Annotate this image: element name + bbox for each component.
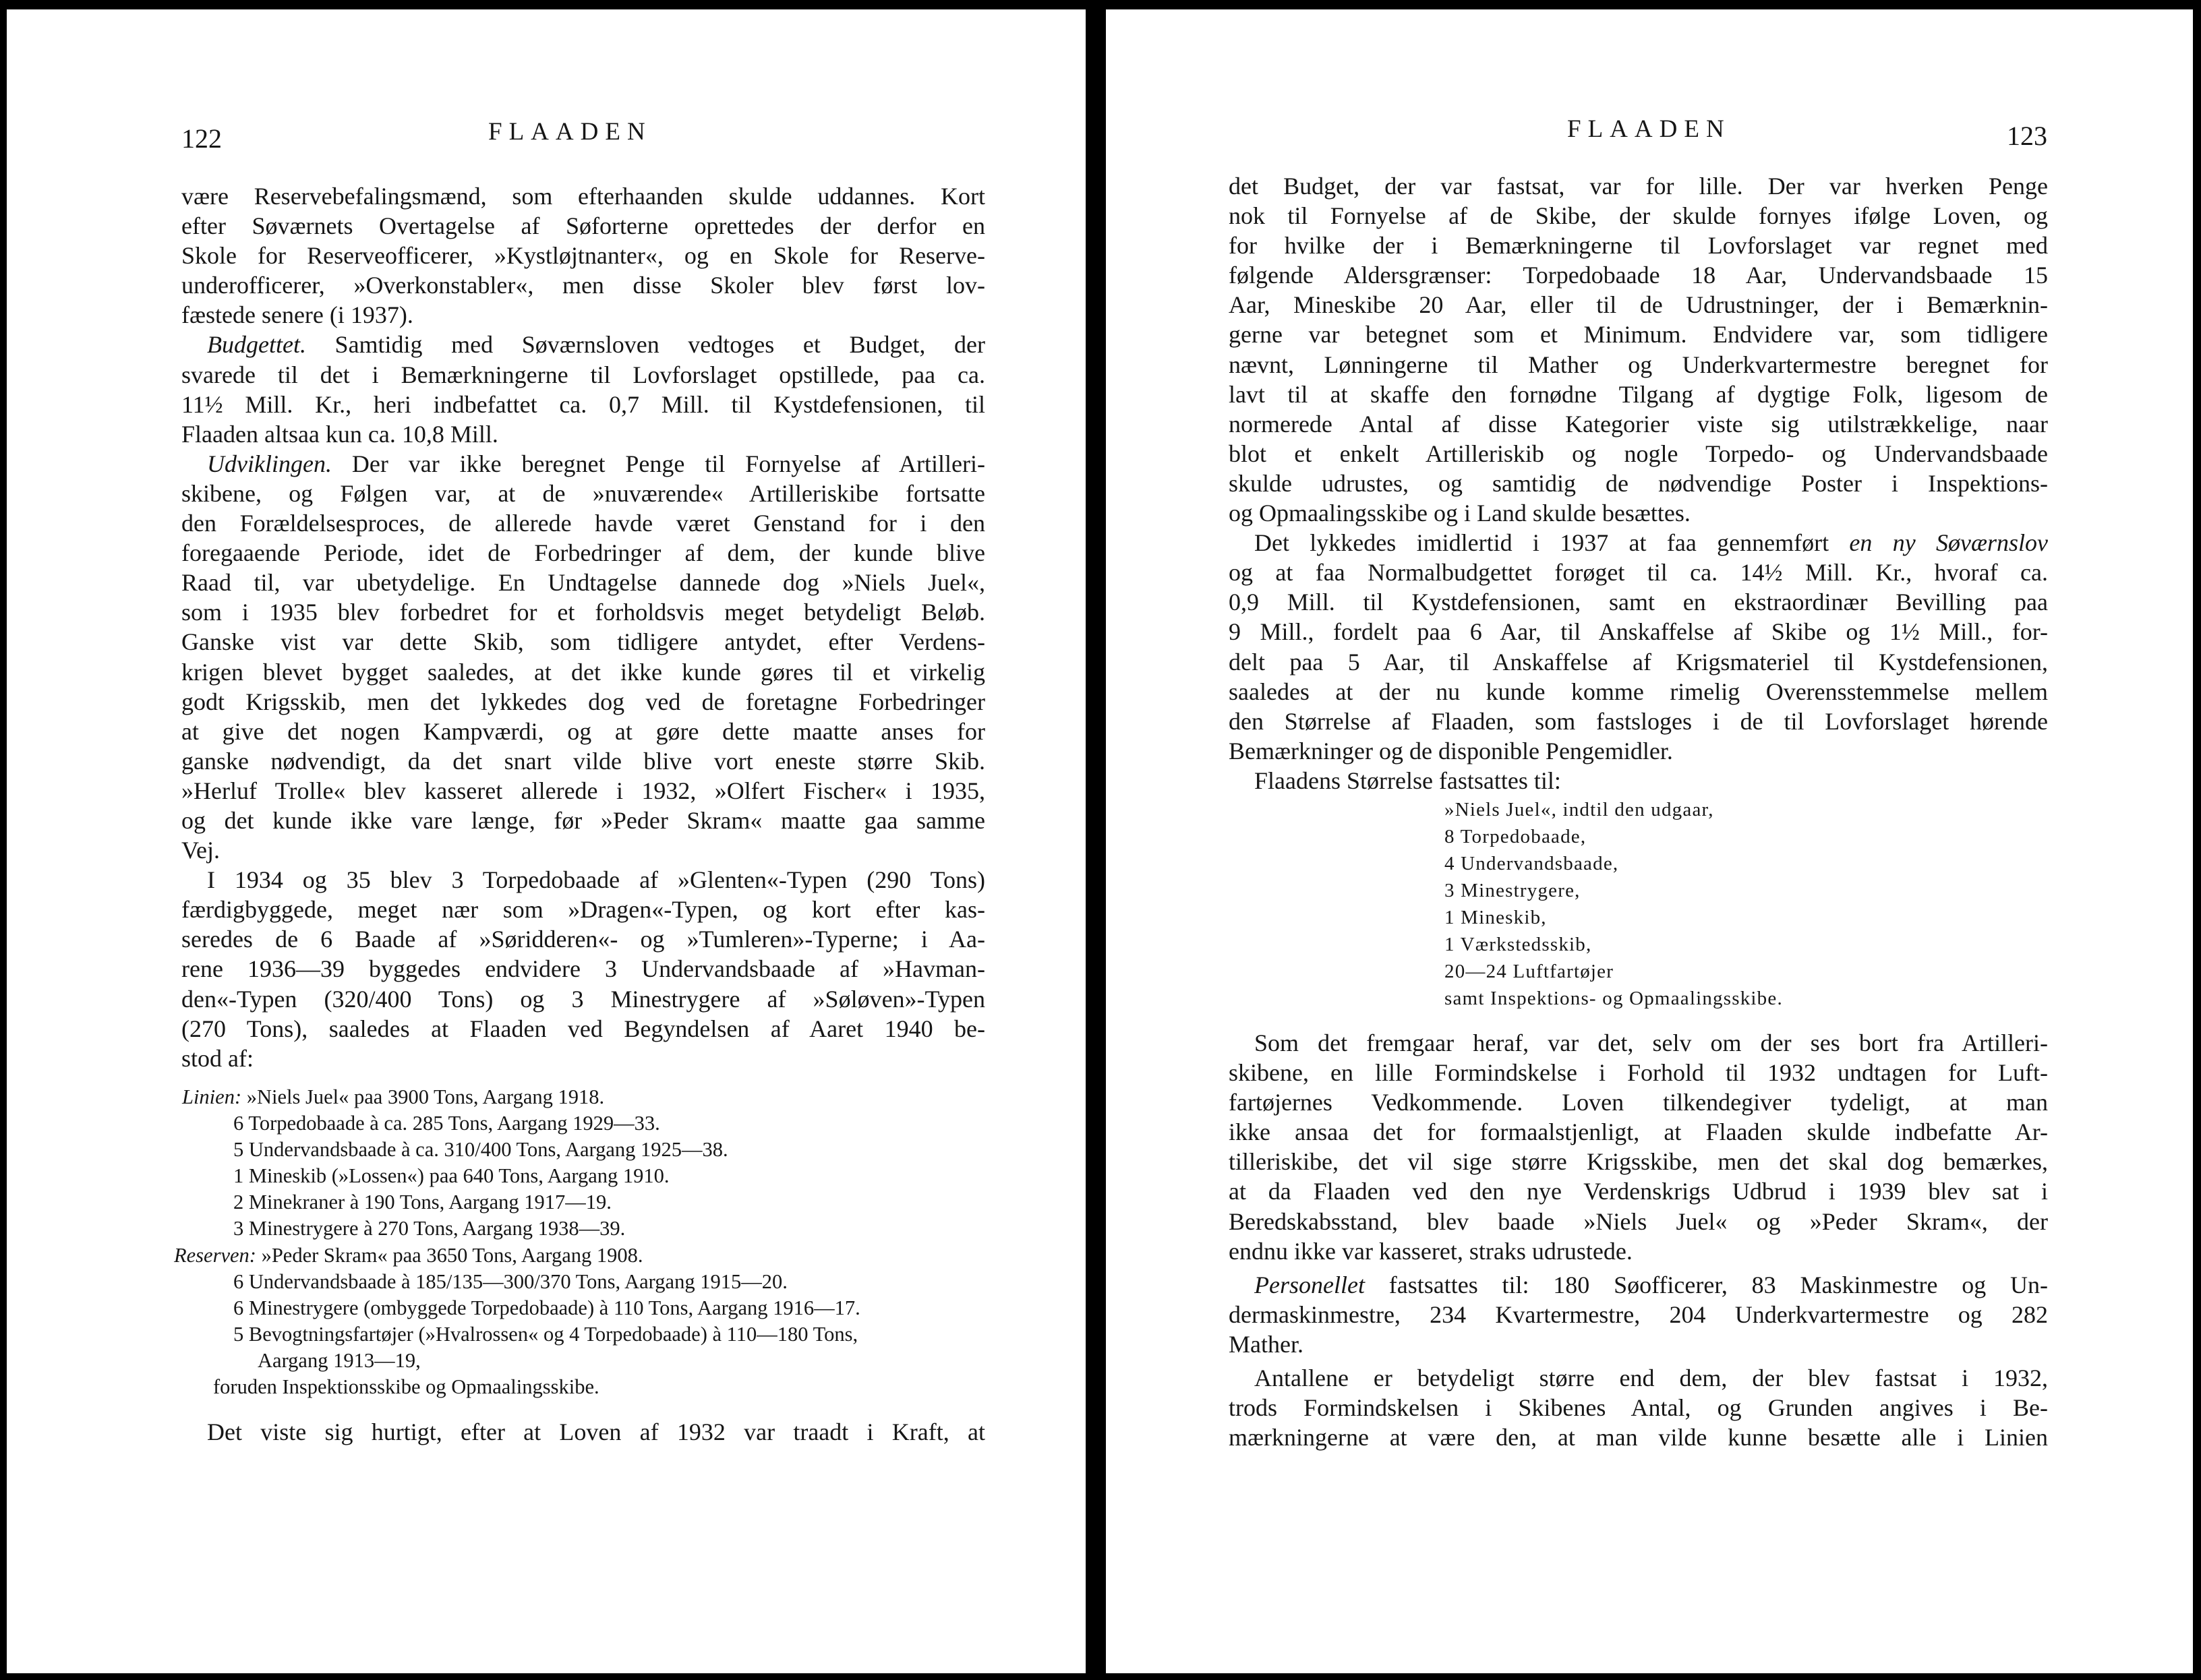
body-text <box>181 1417 985 1447</box>
text-line: Raad til, var ubetydelige. En Undtagelse dannede dog »Niels Juel«, <box>181 569 985 597</box>
text-line: gerne var betegnet som et Minimum. Endvidere var, som tidligere <box>1229 321 2048 349</box>
list-item: 1 Værkstedsskib, <box>1444 934 1592 955</box>
fleet-roster <box>174 1084 990 1400</box>
text-line: seredes de 6 Baade af »Søridderen«- og »Tumleren»-Typerne; i Aa- <box>181 926 985 953</box>
text-line: rene 1936—39 byggedes endvidere 3 Undervandsbaade af »Havman- <box>181 955 985 983</box>
running-head: FLAADEN <box>488 118 652 146</box>
text-line: færdigbyggede, meget nær som »Dragen«-Typen, og kort efter kas- <box>181 896 985 924</box>
list-item: samt Inspektions- og Opmaalingsskibe. <box>1444 988 1783 1009</box>
section-lead: Budgettet. <box>207 331 306 359</box>
list-item: »Niels Juel«, indtil den udgaar, <box>1444 799 1714 820</box>
text-line <box>181 449 985 479</box>
left-page <box>7 9 1086 1673</box>
roster-line <box>174 1084 990 1110</box>
text-line: som i 1935 blev forbedret for et forholdsvis meget betydeligt Beløb. <box>181 599 985 626</box>
text-line: den Forældelsesproces, de allerede havde været Genstand for i den <box>181 510 985 537</box>
text-line: stod af: <box>181 1044 254 1072</box>
text-line: Bemærkninger og de disponible Pengemidler. <box>1229 737 1673 764</box>
text-line: den Størrelse af Flaaden, som fastsloges i de til Lovforslaget hørende <box>1229 707 2048 735</box>
text-line: Mather. <box>1229 1330 1303 1358</box>
text-line: at da Flaaden ved den nye Verdenskrigs Udbrud i 1939 blev sat i <box>1229 1178 2048 1205</box>
text-line: følgende Aldersgrænser: Torpedobaade 18 Aar, Undervandsbaade 15 <box>1229 262 2048 289</box>
text-line: Antallene er betydeligt større end dem, der blev fastsat i 1932, <box>1254 1364 2048 1392</box>
roster-item: 3 Minestrygere à 270 Tons, Aargang 1938—39. <box>233 1217 626 1240</box>
text-line <box>181 330 985 359</box>
roster-label: Linien: <box>182 1085 242 1108</box>
text-span: Samtidig med Søværnsloven vedtoges et Budget, der <box>305 331 985 359</box>
text-line: godt Krigsskib, men det lykkedes dog ved de foretagne Forbedringer <box>181 688 985 715</box>
roster-item: Aargang 1913—19, <box>258 1348 421 1372</box>
emphasis: en ny Søværnslov <box>1849 529 2049 557</box>
text-line: svarede til det i Bemærkningerne til Lovforslaget opstillede, paa ca. <box>181 361 985 388</box>
text-line: saaledes at der nu kunde komme rimelig Overensstemmelse mellem <box>1229 678 2048 705</box>
text-line: trods Formindskelsen i Skibenes Antal, og Grunden angives i Be- <box>1229 1394 2048 1422</box>
text-line: Flaadens Størrelse fastsattes til: <box>1254 767 1561 794</box>
text-span: »Niels Juel« paa 3900 Tons, Aargang 1918. <box>241 1085 605 1108</box>
section-lead: Udviklingen. <box>207 450 332 477</box>
text-line: og Opmaalingsskibe og i Land skulde besættes. <box>1229 500 1691 527</box>
text-span: Det lykkedes imidlertid i 1937 at faa gennemført <box>1254 529 1850 557</box>
text-line: ikke ansaa det for formaalstjenligt, at Flaaden skulde indbefatte Ar- <box>1229 1118 2048 1146</box>
text-span: »Peder Skram« paa 3650 Tons, Aargang 1908. <box>256 1243 643 1267</box>
text-line: I 1934 og 35 blev 3 Torpedobaade af »Glenten«-Typen (290 Tons) <box>207 866 985 894</box>
text-line: nævnt, Lønningerne til Mather og Underkvartermestre beregnet for <box>1229 351 2048 378</box>
list-item: 4 Undervandsbaade, <box>1444 853 1619 874</box>
text-line: skibene, og Følgen var, at de »nuværende« Artilleriskibe fortsatte <box>181 479 985 507</box>
text-line: skibene, en lille Formindskelse i Forhold til 1932 undtagen for Luft- <box>1229 1059 2048 1087</box>
section-lead: Personellet <box>1254 1271 1365 1298</box>
right-page <box>1106 9 2193 1673</box>
roster-item: 6 Undervandsbaade à 185/135—300/370 Tons, Aargang 1915—20. <box>233 1269 788 1293</box>
roster-item: 1 Mineskib (»Lossen«) paa 640 Tons, Aargang 1910. <box>233 1164 670 1188</box>
text-line: og at faa Normalbudgettet forøget til ca. 14½ Mill. Kr., hvoraf ca. <box>1229 559 2048 587</box>
text-line: mærkningerne at være den, at man vilde kunne besætte alle i Linien <box>1229 1424 2048 1451</box>
roster-label: Reserven: <box>174 1243 256 1267</box>
text-line: fartøjernes Vedkommende. Loven tilkendegiver tydeligt, at man <box>1229 1089 2048 1116</box>
text-line <box>1229 528 2048 558</box>
text-line: efter Søværnets Overtagelse af Søforterne oprettedes der derfor en <box>181 212 985 240</box>
page-number: 122 <box>181 123 222 154</box>
text-line: Flaaden altsaa kun ca. 10,8 Mill. <box>181 420 498 448</box>
fleet-size-list <box>1444 796 1783 1012</box>
text-line: Ganske vist var dette Skib, som tidligere antydet, efter Verdens- <box>181 628 985 656</box>
text-line: Skole for Reserveofficerer, »Kystløjtnanter«, og en Skole for Reserve- <box>181 242 985 270</box>
roster-item: 2 Minekraner à 190 Tons, Aargang 1917—19. <box>233 1191 612 1214</box>
text-line: at give det nogen Kampværdi, og at gøre dette maatte anses for <box>181 717 985 745</box>
text-line: (270 Tons), saaledes at Flaaden ved Begyndelsen af Aaret 1940 be- <box>181 1015 985 1042</box>
page-number: 123 <box>2007 121 2047 151</box>
text-line: skulde udrustes, og samtidig de nødvendige Poster i Inspektions- <box>1229 469 2048 497</box>
list-item: 8 Torpedobaade, <box>1444 826 1587 847</box>
text-line: 0,9 Mill. til Kystdefensionen, samt en ekstraordinær Bevilling paa <box>1229 589 2048 616</box>
text-line: og det kunde ikke vare længe, før »Peder Skram« maatte gaa samme <box>181 806 985 834</box>
text-line: foregaaende Periode, idet de Forbedringer af dem, der kunde blive <box>181 539 985 567</box>
text-line: Aar, Mineskibe 20 Aar, eller til de Udrustninger, der i Bemærknin- <box>1229 291 2048 319</box>
roster-line <box>174 1242 990 1269</box>
roster-item: 6 Torpedobaade à ca. 285 Tons, Aargang 1929—33. <box>233 1112 660 1135</box>
text-line: for hvilke der i Bemærkningerne til Lovforslaget var regnet med <box>1229 232 2048 260</box>
text-span: fastsattes til: 180 Søofficerer, 83 Maskinmestre og Un- <box>1364 1271 2048 1298</box>
list-item: 20—24 Luftfartøjer <box>1444 961 1614 982</box>
list-item: 3 Minestrygere, <box>1444 880 1581 901</box>
text-line: ganske nødvendigt, da det snart vilde blive vort eneste større Skib. <box>181 747 985 775</box>
text-line: krigen blevet bygget saaledes, at det ikke kunde gøres til et virkelig <box>181 658 985 686</box>
running-head: FLAADEN <box>1567 115 1731 143</box>
text-line: lavt til at skaffe den fornødne Tilgang af dygtige Folk, ligesom de <box>1229 380 2048 408</box>
text-line: 11½ Mill. Kr., heri indbefattet ca. 0,7 Mill. til Kystdefensionen, til <box>181 390 985 418</box>
roster-item: 6 Minestrygere (ombyggede Torpedobaade) à 110 Tons, Aargang 1916—17. <box>233 1296 860 1319</box>
text-line: Det viste sig hurtigt, efter at Loven af 1932 var traadt i Kraft, at <box>207 1418 985 1445</box>
text-line: fæstede senere (i 1937). <box>181 301 413 329</box>
text-line: delt paa 5 Aar, til Anskaffelse af Krigsmateriel til Kystdefensionen, <box>1229 648 2048 676</box>
text-line: tilleriskibe, det vil sige større Krigsskibe, men det skal dog bemærkes, <box>1229 1148 2048 1176</box>
text-line: være Reservebefalingsmænd, som efterhaanden skulde uddannes. Kort <box>181 183 985 210</box>
text-line: blot et enkelt Artilleriskib og nogle Torpedo- og Undervandsbaade <box>1229 440 2048 467</box>
roster-item: 5 Bevogtningsfartøjer (»Hvalrossen« og 4 Torpedobaade) à 110—180 Tons, <box>233 1322 858 1346</box>
text-line: Som det fremgaar heraf, var det, selv om der ses bort fra Artilleri- <box>1254 1029 2048 1056</box>
text-line: normerede Antal af disse Kategorier viste sig utilstrækkelige, naar <box>1229 410 2048 438</box>
body-text <box>1229 171 2048 796</box>
text-line: underofficerer, »Overkonstabler«, men disse Skoler blev først lov- <box>181 272 985 299</box>
body-text <box>1229 1028 2048 1452</box>
list-item: 1 Mineskib, <box>1444 907 1547 928</box>
text-line: nok til Fornyelse af de Skibe, der skulde fornyes ifølge Loven, og <box>1229 202 2048 230</box>
text-line: Beredskabsstand, blev baade »Niels Juel« og »Peder Skram«, der <box>1229 1207 2048 1235</box>
text-line <box>1229 1270 2048 1300</box>
text-line: Vej. <box>181 837 220 864</box>
text-line: dermaskinmestre, 234 Kvartermestre, 204 Underkvartermestre og 282 <box>1229 1300 2048 1328</box>
roster-item: 5 Undervandsbaade à ca. 310/400 Tons, Aargang 1925—38. <box>233 1138 728 1162</box>
text-line: 9 Mill., fordelt paa 6 Aar, til Anskaffelse af Skibe og 1½ Mill., for- <box>1229 618 2048 646</box>
text-line: det Budget, der var fastsat, var for lille. Der var hverken Penge <box>1229 173 2048 200</box>
text-line: »Herluf Trolle« blev kasseret allerede i 1932, »Olfert Fischer« i 1935, <box>181 777 985 804</box>
text-span: Der var ikke beregnet Penge til Fornyelse af Artilleri- <box>331 450 985 477</box>
text-line: den«-Typen (320/400 Tons) og 3 Minestrygere af »Søløven»-Typen <box>181 985 985 1013</box>
text-line: endnu ikke var kasseret, straks udrustede. <box>1229 1237 1633 1265</box>
body-text <box>181 181 985 1073</box>
roster-item: foruden Inspektionsskibe og Opmaalingsskibe. <box>213 1375 599 1399</box>
